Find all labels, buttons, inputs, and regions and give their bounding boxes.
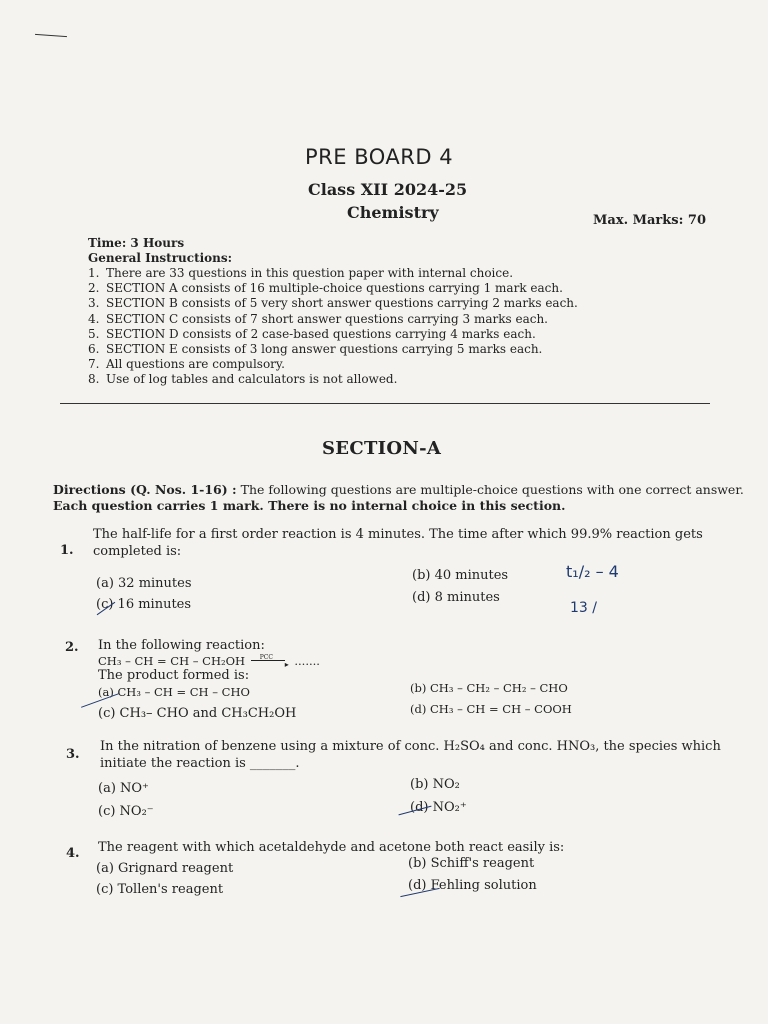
question-4-option-c: (c) Tollen's reagent [96, 882, 224, 897]
question-1-text: The half-life for a first order reaction is 4 minutes. The time after which 99.9% reaction gets completed is: [93, 527, 703, 559]
question-number: 1. [60, 543, 74, 558]
divider-line [60, 403, 710, 404]
instruction-item: 3. SECTION B consists of 5 very short answer questions carrying 2 marks each. [88, 296, 578, 311]
time-line: Time: 3 Hours [88, 236, 185, 250]
instruction-item: 1. There are 33 questions in this question paper with internal choice. [88, 266, 514, 280]
question-2-option-c: (c) CH₃– CHO and CH₃CH₂OH [98, 706, 297, 721]
question-4-text: The reagent with which acetaldehyde and acetone both react easily is: [98, 840, 565, 855]
question-2-text: In the following reaction: [98, 638, 265, 653]
question-3-option-a: (a) NO⁺ [98, 781, 149, 796]
paper-title: PRE BOARD 4 [305, 145, 454, 169]
handwritten-note: 13 / [570, 600, 597, 616]
question-2-subtext: The product formed is: [98, 668, 250, 683]
question-2-reaction: CH₃ – CH = CH – CH₂OH ▸ PCC ....... [98, 654, 320, 669]
section-title: SECTION-A [322, 438, 442, 459]
instruction-item: 4. SECTION C consists of 7 short answer questions carrying 3 marks each. [88, 311, 548, 326]
handwritten-note: t₁/₂ – 4 [566, 562, 619, 581]
margin-scribble [35, 34, 67, 37]
question-3-text: In the nitration of benzene using a mixture of conc. H₂SO₄ and conc. HNO₃, the species which initiate the reaction is _______. [100, 739, 721, 771]
section-directions: Directions (Q. Nos. 1-16) : The following questions are multiple-choice questions with one correct answer. Each question carries 1 mark. There is no internal choice in this section. [53, 482, 744, 513]
reaction-arrow-icon: ▸ PCC [251, 655, 289, 665]
instructions-list [88, 266, 578, 388]
question-3-option-b: (b) NO₂ [410, 777, 460, 792]
question-4-option-a: (a) Grignard reagent [96, 861, 234, 876]
question-2-option-b: (b) CH₃ – CH₂ – CH₂ – CHO [410, 681, 568, 695]
max-marks: Max. Marks: 70 [593, 213, 707, 228]
question-number: 2. [65, 640, 79, 655]
class-line: Class XII 2024-25 [308, 180, 468, 199]
question-3-option-d: (d) NO₂⁺ [410, 800, 467, 815]
instructions-heading: General Instructions: [88, 251, 233, 265]
instruction-item: 2. SECTION A consists of 16 multiple-choice questions carrying 1 mark each. [88, 281, 563, 296]
question-4-option-d: (d) Fehling solution [408, 878, 537, 893]
question-4-option-b: (b) Schiff's reagent [408, 856, 535, 871]
question-3-option-c: (c) NO₂⁻ [98, 804, 154, 819]
instruction-item: 8. Use of log tables and calculators is not allowed. [88, 372, 398, 387]
instruction-item: 7. All questions are compulsory. [88, 357, 285, 372]
instruction-item: 5. SECTION D consists of 2 case-based questions carrying 4 marks each. [88, 326, 536, 341]
instruction-item: 6. SECTION E consists of 3 long answer questions carrying 5 marks each. [88, 342, 543, 357]
question-2-option-d: (d) CH₃ – CH = CH – COOH [410, 702, 572, 716]
question-1-option-d: (d) 8 minutes [412, 590, 500, 605]
question-number: 3. [66, 747, 80, 762]
question-number: 4. [66, 846, 80, 861]
question-1-option-b: (b) 40 minutes [412, 568, 509, 583]
question-1-option-c: (c) 16 minutes [96, 597, 192, 612]
subject-line: Chemistry [347, 203, 439, 222]
question-2-option-a: (a) CH₃ – CH = CH – CHO [98, 685, 250, 699]
question-1-option-a: (a) 32 minutes [96, 576, 192, 591]
